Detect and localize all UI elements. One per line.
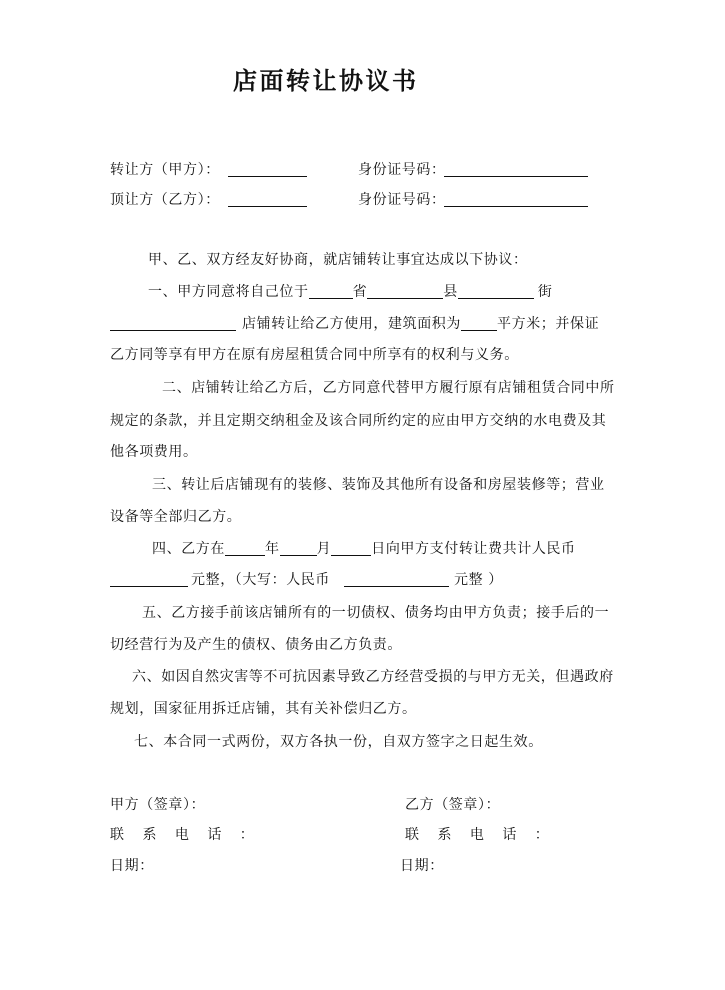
month-blank [280,541,317,556]
transferor-id-label: 身份证号码： [358,162,446,178]
clause-1-line-1 [148,283,552,301]
transferee-name-blank [228,206,307,207]
year-label: 年 [265,541,280,557]
clause-5-line-2: 切经营行为及产生的债权、债务由乙方负责。 [110,637,402,653]
transferor-id-blank [444,176,588,177]
month-label: 月 [316,541,332,557]
street-label: 街 [537,284,553,300]
party-b-date-label: 日期： [400,858,444,874]
transferor-name-blank [228,176,307,177]
clause-1-text: 一、甲方同意将自己位于 [148,284,309,300]
province-blank [309,284,353,299]
year-blank [225,541,265,556]
party-a-seal-label: 甲方（签章）： [110,797,206,813]
transferor-label: 转让方（甲方）： [110,162,220,178]
clause-4-text: 日向甲方支付转让费共计人民币 [371,541,576,557]
transferee-label: 顶让方（乙方）： [110,192,220,208]
clause-1-text: 店铺转让给乙方使用，建筑面积为 [242,316,461,332]
day-blank [331,541,371,556]
party-b-seal-label: 乙方（签章）： [405,797,501,813]
clause-7-line-1: 七、本合同一式两份，双方各执一份，自双方签字之日起生效。 [134,734,543,750]
province-label: 省 [352,284,368,300]
party-a-date-label: 日期： [110,858,154,874]
amount-uppercase-blank [344,572,449,587]
shop-address-blank [110,316,236,331]
county-blank [367,284,443,299]
transferee-id-blank [444,206,588,207]
clause-3-line-2: 设备等全部归乙方。 [110,509,242,525]
clause-5-line-1: 五、乙方接手前该店铺所有的一切债权、债务均由甲方负责；接手后的一 [142,605,610,621]
clause-4-text: 元整，（大写：人民币 [191,572,330,588]
clause-2-line-2: 规定的条款，并且定期交纳租金及该合同所约定的应由甲方交纳的水电费及其 [110,413,607,429]
intro-paragraph: 甲、乙、双方经友好协商，就店铺转让事宜达成以下协议： [148,252,528,268]
county-label: 县 [443,284,458,300]
party-b-phone-label: 联 系 电 话 ： [405,827,553,843]
clause-4-text: 元整 ） [454,572,503,588]
floor-area-blank [461,316,497,331]
clause-4-text: 四、乙方在 [152,541,225,557]
clause-3-line-1: 三、转让后店铺现有的装修、装饰及其他所有设备和房屋装修等；营业 [152,477,605,493]
clause-1-text: 平方米；并保证 [497,316,600,332]
clause-1-line-3: 乙方同等享有甲方在原有房屋租赁合同中所享有的权利与义务。 [110,347,519,363]
street-blank [458,284,534,299]
clause-2-line-1: 二、店铺转让给乙方后，乙方同意代替甲方履行原有店铺租赁合同中所 [162,380,615,396]
amount-numeric-blank [110,572,188,587]
clause-2-line-3: 他各项费用。 [110,444,198,460]
clause-6-line-1: 六、如因自然灾害等不可抗因素导致乙方经营受损的与甲方无关，但遇政府 [132,669,614,685]
clause-4-line-2 [110,571,503,589]
clause-4-line-1 [152,540,576,558]
clause-1-line-2 [110,315,599,333]
party-a-phone-label: 联 系 电 话 ： [110,827,258,843]
transferee-id-label: 身份证号码： [358,192,446,208]
document-title: 店面转让协议书 [233,66,419,95]
clause-6-line-2: 规划，国家征用拆迁店铺，其有关补偿归乙方。 [110,701,417,717]
